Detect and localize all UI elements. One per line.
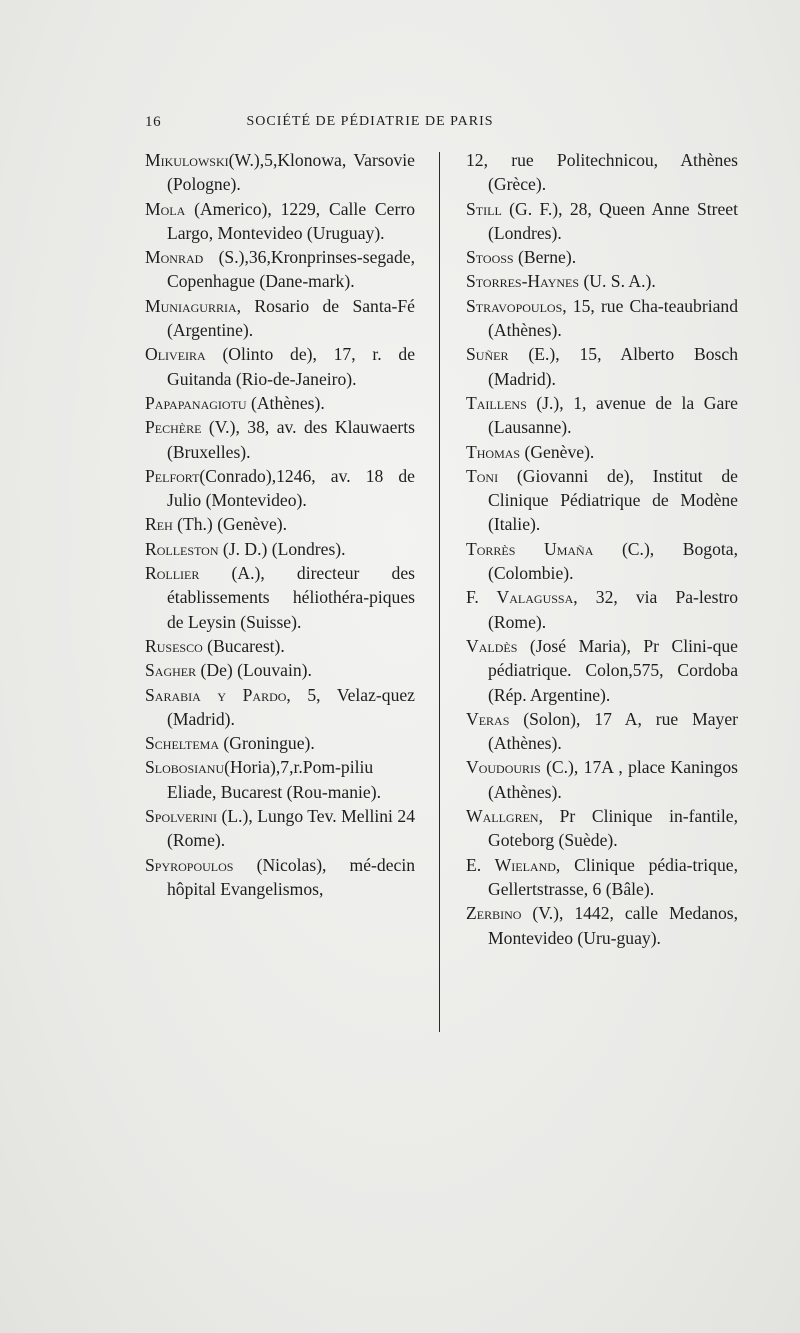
list-item	[466, 901, 738, 950]
entry-detail: (G. F.), 28, Queen Anne Street (Londres).	[488, 198, 738, 243]
entry-detail: (S.),36,Kronprinses-segade, Copenhague (Dane-mark).	[167, 247, 415, 292]
entry-name: Spolverini	[145, 806, 218, 827]
entry-name: Stravopoulos	[466, 295, 563, 316]
entry-name: Rusesco	[145, 635, 203, 656]
entry-detail: (De) (Louvain).	[196, 660, 312, 681]
list-item	[145, 197, 415, 246]
entry-name: Storres-Haynes	[466, 271, 580, 292]
list-item	[145, 512, 415, 536]
entry-name: Torrès Umaña	[466, 538, 594, 559]
list-item	[466, 804, 738, 853]
list-item	[145, 658, 415, 682]
list-item	[145, 755, 415, 804]
entry-detail: (C.), 17A , place Kaningos (Athènes).	[488, 757, 738, 802]
entry-name: E. Wieland	[466, 854, 556, 875]
column-divider	[439, 152, 440, 1032]
left-column	[145, 148, 415, 901]
entry-detail: (Solon), 17 A, rue Mayer (Athènes).	[488, 708, 738, 754]
entry-detail: (J. D.) (Londres).	[218, 538, 346, 559]
entry-detail: (José Maria), Pr Clini-que pédiatrique. Colon,575, Cordoba (Rép. Argentine).	[488, 635, 738, 705]
entry-name: Mikulowski	[145, 150, 229, 170]
entry-name: Still	[466, 198, 502, 219]
entry-name: Suñer	[466, 344, 509, 365]
entry-detail: (A.), directeur des établissements héliothéra-piques de Leysin (Suisse).	[167, 563, 415, 632]
entry-detail: (Athènes).	[246, 392, 325, 413]
entry-detail: (W.),5,Klonowa, Varsovie (Pologne).	[167, 150, 415, 195]
entry-detail: , Clinique pédia-trique, Gellertstrasse, 6 (Bâle).	[488, 854, 738, 899]
list-item	[466, 755, 738, 804]
entry-name: Zerbino	[466, 903, 522, 924]
list-item	[145, 148, 415, 197]
list-item	[466, 269, 738, 293]
entry-name: Stooss	[466, 247, 514, 268]
entry-name: Taillens	[466, 392, 527, 413]
entry-detail: (U. S. A.).	[579, 271, 656, 292]
list-item	[466, 634, 738, 707]
entry-name: Scheltema	[145, 733, 220, 754]
entry-detail: (Genève).	[520, 441, 595, 462]
list-item	[145, 634, 415, 658]
list-item	[145, 245, 415, 294]
list-item	[466, 537, 738, 586]
entry-name: Spyropoulos	[145, 854, 234, 875]
entry-name: F. Valagussa	[466, 587, 574, 608]
entry-detail: (V.), 1442, calle Medanos, Montevideo (Uru-guay).	[488, 903, 738, 948]
entry-detail: (E.), 15, Alberto Bosch (Madrid).	[488, 344, 738, 389]
list-item	[145, 391, 415, 415]
entry-name: Rollier	[145, 563, 200, 584]
entry-detail: , Rosario de Santa-Fé (Argentine).	[167, 295, 415, 341]
entry-detail: , Pr Clinique in-fantile, Goteborg (Suède).	[488, 806, 738, 851]
entry-name: Papapanagiotu	[145, 392, 247, 413]
list-item	[466, 585, 738, 634]
entry-detail: (V.), 38, av. des Klauwaerts (Bruxelles).	[167, 417, 415, 462]
entry-name: Muniagurria	[145, 295, 237, 316]
list-item	[145, 342, 415, 391]
list-item	[466, 391, 738, 440]
entry-detail: (Americo), 1229, Calle Cerro Largo, Montevideo (Uruguay).	[167, 198, 415, 243]
entry-detail: (Th.) (Genève).	[172, 514, 288, 535]
running-title: SOCIÉTÉ DE PÉDIATRIE DE PARIS	[246, 114, 494, 129]
entry-name: Pelfort	[145, 465, 200, 486]
list-item	[466, 197, 738, 246]
entry-name: Rolleston	[145, 538, 219, 559]
entry-name: Sarabia y Pardo	[145, 684, 287, 705]
entry-detail: (Bucarest).	[202, 635, 285, 656]
entry-detail: (Conrado),1246, av. 18 de Julio (Montevideo).	[167, 465, 415, 511]
list-item	[145, 731, 415, 755]
entry-name: Thomas	[466, 441, 521, 462]
entry-detail: (C.), Bogota, (Colombie).	[488, 538, 738, 584]
entry-name: Veras	[466, 708, 510, 729]
entry-detail: (Groningue).	[219, 733, 315, 754]
entry-detail: (Olinto de), 17, r. de Guitanda (Rio-de-Janeiro).	[167, 344, 415, 389]
list-item	[466, 853, 738, 902]
entry-detail: , 32, via Pa-lestro (Rome).	[488, 587, 738, 632]
page-number: 16	[145, 114, 162, 130]
entry-detail: 12, rue Politechnicou, Athènes (Grèce).	[466, 150, 738, 195]
entry-name: Slobosianu	[145, 757, 225, 778]
right-column	[466, 148, 738, 950]
list-item	[145, 415, 415, 464]
list-item	[466, 342, 738, 391]
entry-name: Pechère	[145, 417, 202, 438]
list-item	[466, 440, 738, 464]
list-item	[466, 464, 738, 537]
entry-name: Reh	[145, 514, 173, 535]
page-header	[145, 114, 595, 140]
list-item	[466, 294, 738, 343]
entry-name: Voudouris	[466, 757, 541, 778]
entry-name: Sagher	[145, 660, 197, 681]
entry-detail: (J.), 1, avenue de la Gare (Lausanne).	[488, 392, 738, 438]
list-item	[145, 804, 415, 853]
list-item	[145, 683, 415, 732]
entry-name: Mola	[145, 198, 186, 219]
list-item	[466, 148, 738, 197]
entry-name: Toni	[466, 465, 499, 486]
list-item	[145, 537, 415, 561]
list-item	[145, 561, 415, 634]
entry-detail: , 5, Velaz-quez (Madrid).	[167, 684, 415, 729]
list-item	[466, 245, 738, 269]
list-item	[145, 464, 415, 513]
entry-detail: (Berne).	[513, 247, 577, 268]
list-item	[145, 294, 415, 343]
entry-name: Valdès	[466, 635, 518, 656]
entry-detail: (Giovanni de), Institut de Clinique Pédiatrique de Modène (Italie).	[488, 465, 738, 535]
entry-name: Oliveira	[145, 344, 206, 365]
entry-name: Wallgren	[466, 806, 539, 827]
entry-detail: (L.), Lungo Tev. Mellini 24 (Rome).	[167, 806, 415, 851]
entry-detail: (Horia),7,r.Pom-piliu Eliade, Bucarest (Rou-manie).	[167, 757, 381, 802]
entry-detail: (Nicolas), mé-decin hôpital Evangelismos,	[167, 854, 415, 899]
entry-name: Monrad	[145, 247, 204, 268]
list-item	[466, 707, 738, 756]
list-item	[145, 853, 415, 902]
entry-detail: , 15, rue Cha-teaubriand (Athènes).	[488, 295, 738, 341]
